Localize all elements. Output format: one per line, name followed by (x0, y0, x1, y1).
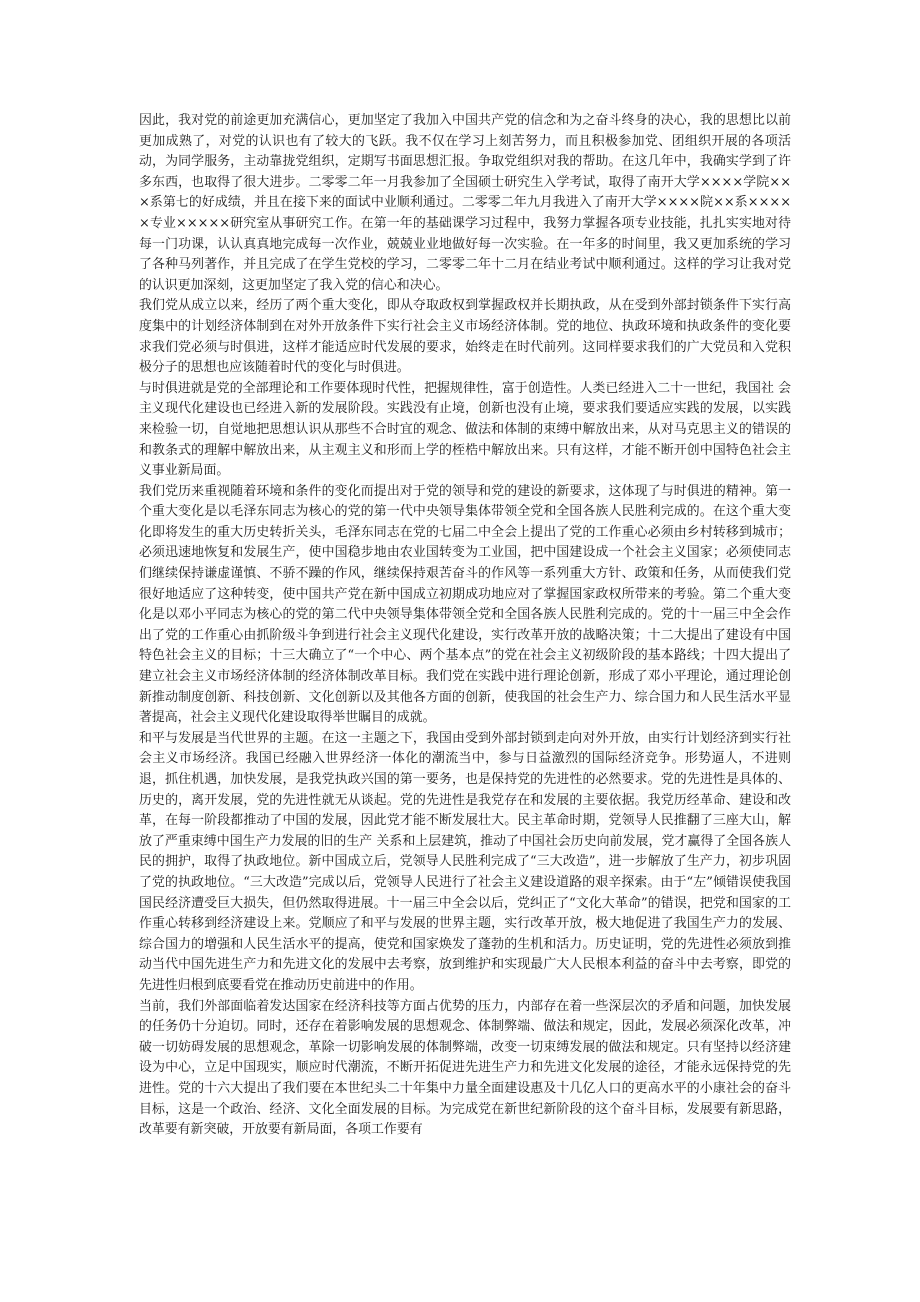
document-body (139, 111, 791, 1141)
paragraph-4: 我们党历来重视随着环境和条件的变化而提出对于党的领导和党的建设的新要求，这体现了与时俱进的精神。第一个重大变化是以毛泽东同志为核心的党的第一代中央领导集体带领全党和全国各族人民胜利完成的。在这个重大变化即将发生的重大历史转折关头，毛泽东同志在党的七届二中全会上提出了党的工作重心必须由乡村转移到城市；必须迅速地恢复和发展生产，使中国稳步地由农业国转变为工业国，把中国建设成一个社会主义国家；必须使同志们继续保持谦虚谨慎、不骄不躁的作风，继续保持艰苦奋斗的作风等一系列重大方针、政策和任务，从而使我们党很好地适应了这种转变，使中国共产党在新中国成立初期成功地应对了掌握国家政权所带来的考验。第二个重大变化是以邓小平同志为核心的党的第二代中央领导集体带领全党和全国各族人民胜利完成的。党的十一届三中全会作出了党的工作重心由抓阶级斗争到进行社会主义现代化建设，实行改革开放的战略决策；十二大提出了建设有中国特色社会主义的目标；十三大确立了“一个中心、两个基本点”的党在社会主义初级阶段的基本路线；十四大提出了建立社会主义市场经济体制的经济体制改革目标。我们党在实践中进行理论创新，形成了邓小平理论，通过理论创新推动制度创新、科技创新、文化创新以及其他各方面的创新，使我国的社会生产力、综合国力和人民生活水平显著提高，社会主义现代化建设取得举世瞩目的成就。 (139, 483, 791, 726)
paragraph-6: 当前，我们外部面临着发达国家在经济科技等方面占优势的压力，内部存在着一些深层次的矛盾和问题，加快发展的任务仍十分迫切。同时，还存在着影响发展的思想观念、体制弊端、做法和规定，因此，发展必须深化改革，冲破一切妨碍发展的思想观念，革除一切影响发展的体制弊端，改变一切束缚发展的做法和规定。只有坚持以经济建设为中心，立足中国现实，顺应时代潮流，不断开拓促进先进生产力和先进文化发展的途径，才能永远保持党的先进性。党的十六大提出了我们要在本世纪头二十年集中力量全面建设惠及十几亿人口的更高水平的小康社会的奋斗目标，这是一个政治、经济、文化全面发展的目标。为完成党在新世纪新阶段的这个奋斗目标，发展要有新思路，改革要有新突破，开放要有新局面，各项工作要有 (139, 998, 791, 1138)
paragraph-3: 与时俱进就是党的全部理论和工作要体现时代性，把握规律性，富于创造性。人类已经进入二十一世纪，我国社 会主义现代化建设也已经进入新的发展阶段。实践没有止境，创新也没有止境，要求我们要适应实践的发展，以实践来检验一切，自觉地把思想认识从那些不合时宜的观念、做法和体制的束缚中解放出来，从对马克思主义的错误的和教条式的理解中解放出来，从主观主义和形而上学的桎梏中解放出来。只有这样，才能不断开创中国特色社会主义事业新局面。 (139, 380, 791, 479)
paragraph-1: 因此，我对党的前途更加充满信心，更加坚定了我加入中国共产党的信念和为之奋斗终身的决心，我的思想比以前更加成熟了，对党的认识也有了较大的飞跃。我不仅在学习上刻苦努力，而且积极参加党、团组织开展的各项活动，为同学服务，主动靠拢党组织，定期写书面思想汇报。争取党组织对我的帮助。在这几年中，我确实学到了许多东西，也取得了很大进步。二零零二年一月我参加了全国硕士研究生入学考试，取得了南开大学××××学院×××系第七的好成绩，并且在接下来的面试中业顺利通过。二零零二年九月我进入了南开大学××××院××系×××××专业×××××研究室从事研究工作。在第一年的基础课学习过程中，我努力掌握各项专业技能，扎扎实实地对待每一门功课，认认真真地完成每一次作业，兢兢业业地做好每一次实验。在一年多的时间里，我又更加系统的学习了各种马列著作，并且完成了在学生党校的学习，二零零二年十二月在结业考试中顺利通过。这样的学习让我对党的认识更加深刻，这更加坚定了我入党的信心和决心。 (139, 113, 791, 293)
paragraph-5: 和平与发展是当代世界的主题。在这一主题之下，我国由受到外部封锁到走向对外开放，由实行计划经济到实行社会主义市场经济。我国已经融入世界经济一体化的潮流当中，参与日益激烈的国际经济竞争。形势逼人，不进则退，抓住机遇，加快发展，是我党执政兴国的第一要务，也是保持党的先进性的必然要求。党的先进性是具体的、历史的，离开发展，党的先进性就无从谈起。党的先进性是我党存在和发展的主要依据。我党历经革命、建设和改革，在每一阶段都推动了中国的发展，因此党才能不断发展壮大。民主革命时期，党领导人民推翻了三座大山，解放了严重束缚中国生产力发展的旧的生产 关系和上层建筑，推动了中国社会历史向前发展，党才赢得了全国各族人民的拥护，取得了执政地位。新中国成立后，党领导人民胜利完成了“三大改造”，进一步解放了生产力，初步巩固了党的执政地位。“三大改造”完成以后，党领导人民进行了社会主义建设道路的艰辛探索。由于“左”倾错误使我国国民经济遭受巨大损失，但仍然取得进展。十一届三中全会以后，党纠正了“文化大革命”的错误，把党和国家的工作重心转移到经济建设上来。党顺应了和平与发展的世界主题，实行改革开放，极大地促进了我国生产力的发展、综合国力的增强和人民生活水平的提高，使党和国家焕发了蓬勃的生机和活力。历史证明，党的先进性必须放到推动当代中国先进生产力和先进文化的发展中去考察，放到维护和实现最广大人民根本利益的奋斗中去考察，即党的先进性归根到底要看党在推动历史前进中的作用。 (139, 730, 791, 993)
paragraph-2: 我们党从成立以来，经历了两个重大变化，即从夺取政权到掌握政权并长期执政，从在受到外部封锁条件下实行高度集中的计划经济体制到在对外开放条件下实行社会主义市场经济体制。党的地位、执政环境和执政条件的变化要求我们党必须与时俱进，这样才能适应时代发展的要求，始终走在时代前列。这同样要求我们的广大党员和入党积极分子的思想也应该随着时代的变化与时俱进。 (139, 298, 791, 376)
